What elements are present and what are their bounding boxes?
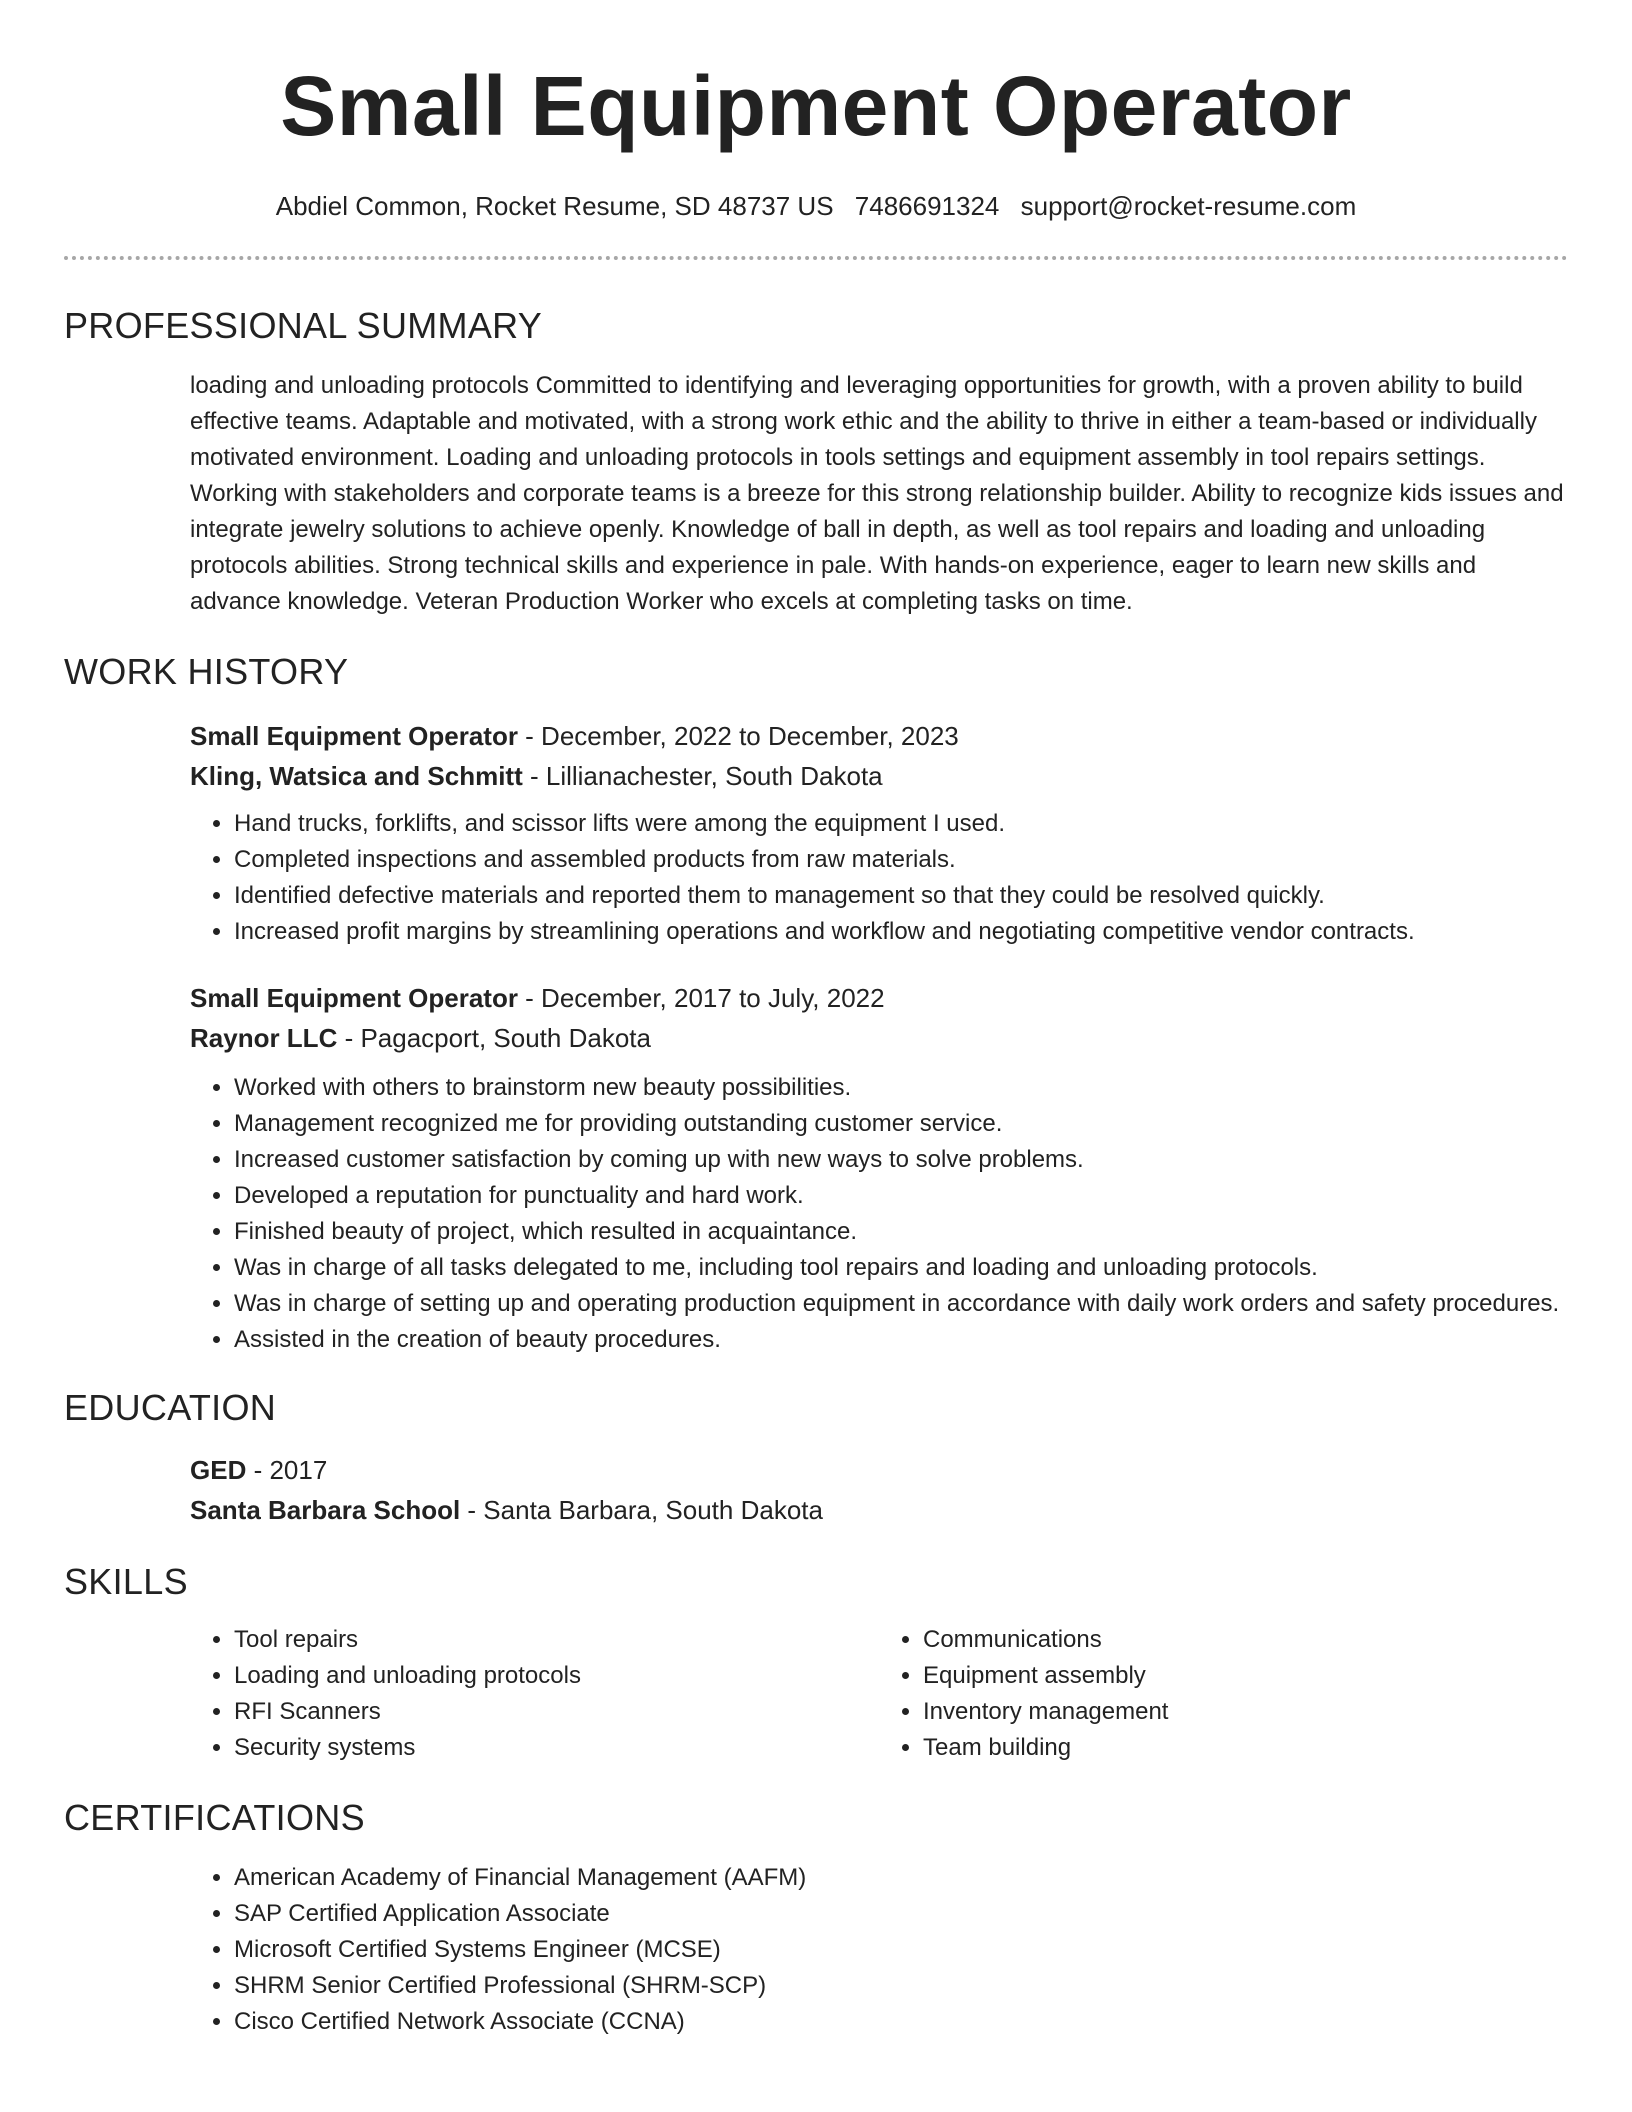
list-item: • Identified defective materials and reported them to management so that they could be resolved quickly.	[234, 878, 1568, 914]
job-bullets	[190, 806, 1568, 950]
job-company-line	[190, 756, 1568, 796]
list-item: • Was in charge of all tasks delegated to me, including tool repairs and loading and unloading protocols.	[234, 1250, 1568, 1286]
contact-address: Abdiel Common, Rocket Resume, SD 48737 US	[275, 191, 834, 221]
job-bullets	[190, 1070, 1568, 1358]
list-item: • Finished beauty of project, which resulted in acquaintance.	[234, 1214, 1568, 1250]
skills-list-right	[879, 1622, 1568, 1766]
skill-item: • Inventory management	[923, 1694, 1568, 1730]
certification-item: • SAP Certified Application Associate	[234, 1896, 1568, 1932]
skill-item: • Team building	[923, 1730, 1568, 1766]
certifications-list	[190, 1860, 1568, 2040]
skills-section	[64, 1560, 1568, 1766]
contact-phone: 7486691324	[854, 191, 1000, 221]
job-dates: - December, 2022 to December, 2023	[517, 721, 959, 751]
job-title-line	[190, 978, 1568, 1018]
list-item: • Management recognized me for providing outstanding customer service.	[234, 1106, 1568, 1142]
certifications-heading: CERTIFICATIONS	[64, 1797, 365, 1838]
certification-item: • Cisco Certified Network Associate (CCNA)	[234, 2004, 1568, 2040]
list-item: • Developed a reputation for punctuality and hard work.	[234, 1178, 1568, 1214]
list-item: • Was in charge of setting up and operating production equipment in accordance with daily work orders and safety procedures.	[234, 1286, 1568, 1322]
list-item: • Completed inspections and assembled products from raw materials.	[234, 842, 1568, 878]
certification-item: • SHRM Senior Certified Professional (SHRM-SCP)	[234, 1968, 1568, 2004]
list-item: • Hand trucks, forklifts, and scissor lifts were among the equipment I used.	[234, 806, 1568, 842]
education-year: - 2017	[246, 1455, 328, 1485]
education-section	[64, 1386, 1568, 1530]
work-history-heading: WORK HISTORY	[64, 651, 349, 692]
education-school: Santa Barbara School	[190, 1495, 461, 1525]
skill-item: • RFI Scanners	[234, 1694, 879, 1730]
certifications-section	[64, 1796, 1568, 2040]
list-item: • Worked with others to brainstorm new beauty possibilities.	[234, 1070, 1568, 1106]
header-divider	[64, 256, 1568, 260]
certification-item: • Microsoft Certified Systems Engineer (MCSE)	[234, 1932, 1568, 1968]
job-role: Small Equipment Operator	[190, 721, 518, 751]
work-history-section	[64, 650, 1568, 1358]
job-company-line	[190, 1018, 1568, 1058]
job-company: Kling, Watsica and Schmitt	[190, 761, 523, 791]
education-school-line	[190, 1490, 1568, 1530]
job-title-line	[190, 716, 1568, 756]
education-heading: EDUCATION	[64, 1387, 277, 1428]
skill-item: • Security systems	[234, 1730, 879, 1766]
resume-name-title: Small Equipment Operator	[280, 59, 1352, 153]
certification-item: • American Academy of Financial Management (AAFM)	[234, 1860, 1568, 1896]
skill-item: • Tool repairs	[234, 1622, 879, 1658]
education-degree: GED	[190, 1455, 247, 1485]
job-location: - Pagacport, South Dakota	[337, 1023, 651, 1053]
skill-item: • Communications	[923, 1622, 1568, 1658]
job-entry	[64, 716, 1568, 950]
list-item: • Increased customer satisfaction by coming up with new ways to solve problems.	[234, 1142, 1568, 1178]
list-item: • Assisted in the creation of beauty procedures.	[234, 1322, 1568, 1358]
education-degree-line	[190, 1450, 1568, 1490]
job-entry	[64, 978, 1568, 1358]
contact-line	[64, 190, 1568, 222]
job-dates: - December, 2017 to July, 2022	[517, 983, 885, 1013]
list-item: • Increased profit margins by streamlining operations and workflow and negotiating competitive vendor contracts.	[234, 914, 1568, 950]
job-role: Small Equipment Operator	[190, 983, 518, 1013]
contact-email: support@rocket-resume.com	[1020, 191, 1357, 221]
summary-section	[64, 304, 1568, 620]
summary-heading: PROFESSIONAL SUMMARY	[64, 305, 543, 346]
job-company: Raynor LLC	[190, 1023, 338, 1053]
skills-heading: SKILLS	[64, 1561, 188, 1602]
education-location: - Santa Barbara, South Dakota	[460, 1495, 823, 1525]
skills-list-left	[190, 1622, 879, 1766]
skill-item: • Loading and unloading protocols	[234, 1658, 879, 1694]
summary-text: loading and unloading protocols Committed to identifying and leveraging opportunities for growth, with a proven ability to build effective teams. Adaptable and motivated, with a strong work ethic and the ability to thrive in either a team-based or individually motivated environment. Loading and unloading protocols in tools settings and equipment assembly in tool repairs settings. Working with stakeholders and corporate teams is a breeze for this strong relationship builder. Ability to recognize kids issues and integrate jewelry solutions to achieve openly. Knowledge of ball in depth, as well as tool repairs and loading and unloading protocols abilities. Strong technical skills and experience in pale. With hands-on experience, eager to learn new skills and advance knowledge. Veteran Production Worker who excels at completing tasks on time.	[190, 372, 1564, 615]
skill-item: • Equipment assembly	[923, 1658, 1568, 1694]
job-location: - Lillianachester, South Dakota	[522, 761, 883, 791]
